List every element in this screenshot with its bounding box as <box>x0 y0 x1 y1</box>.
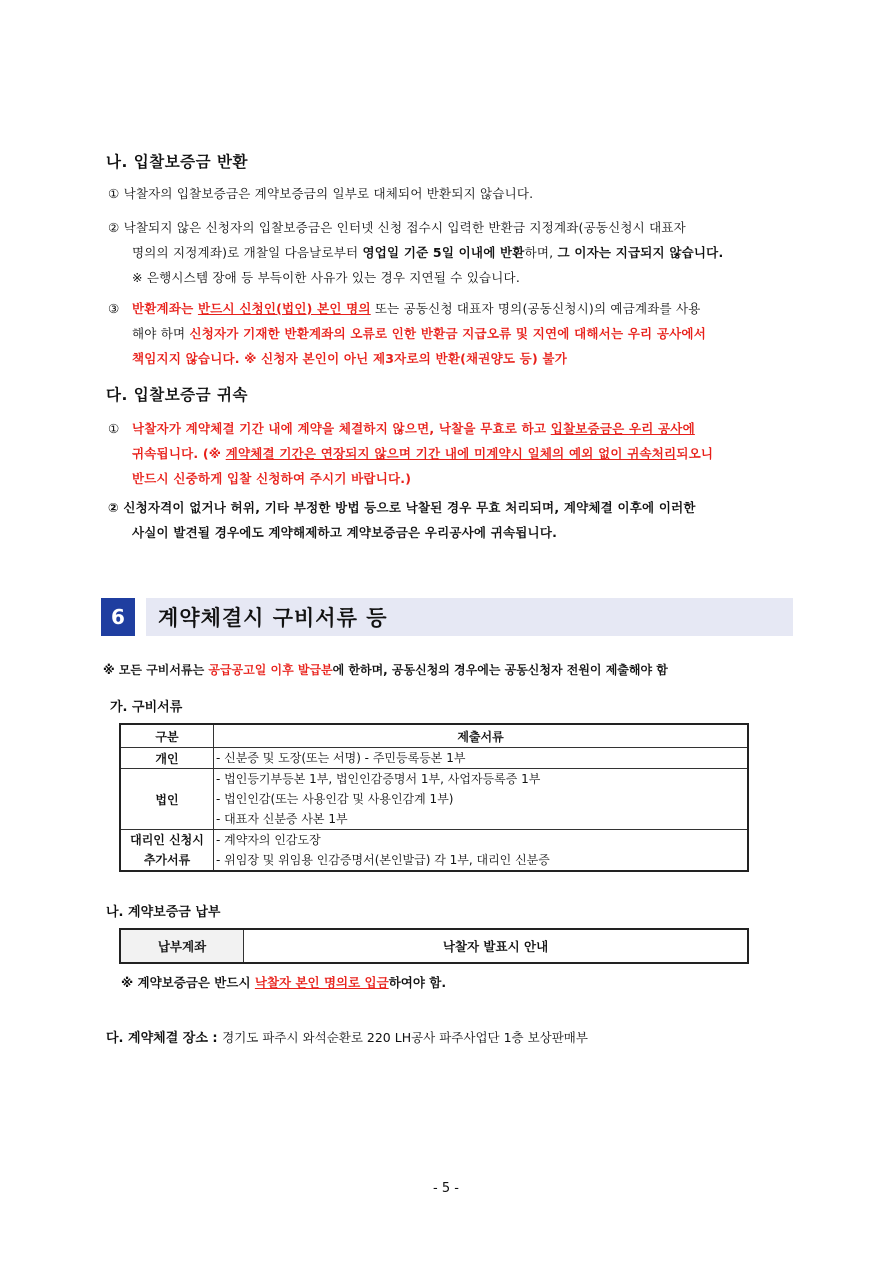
text-span: 귀속됩니다. (※ <box>132 446 226 461</box>
documents-note <box>103 661 668 678</box>
refund-item-1: ① 낙찰자의 입찰보증금은 계약보증금의 일부로 대체되어 반환되지 않습니다. <box>108 186 534 201</box>
section-title: 계약체결시 구비서류 등 <box>158 606 388 630</box>
document-line: - 위임장 및 위임용 인감증명서(본인발급) 각 1부, 대리인 신분증 <box>216 853 550 867</box>
forfeit-item-2 <box>108 495 800 545</box>
emphasis-span: 입찰보증금은 우리 공사에 <box>550 421 695 436</box>
section-number-badge: 6 <box>101 598 135 636</box>
emphasis-span: 낙찰자가 계약체결 기간 내에 계약을 체결하지 않으면, 낙찰을 무효로 하고 <box>132 421 551 436</box>
table-cell-documents <box>214 748 749 769</box>
table-cell-documents <box>214 830 749 872</box>
payment-account-value: 낙찰자 발표시 안내 <box>244 929 749 963</box>
forfeit-item-2-line2: 사실이 발견될 경우에도 계약해제하고 계약보증금은 우리공사에 귀속됩니다. <box>132 525 558 540</box>
forfeit-item-1 <box>108 416 800 491</box>
table-row <box>120 929 748 963</box>
text-span: 하여야 함. <box>388 975 447 990</box>
heading-bid-deposit-refund: 나. 입찰보증금 반환 <box>106 153 248 171</box>
table-cell-category: 개인 <box>120 748 214 769</box>
forfeit-item-2-line1: ② 신청자격이 없거나 허위, 기타 부정한 방법 등으로 낙찰된 경우 무효 처리되며, 계약체결 이후에 이러한 <box>108 500 696 515</box>
heading-bid-deposit-forfeiture: 다. 입찰보증금 귀속 <box>106 386 248 404</box>
category-line: 추가서류 <box>143 853 191 867</box>
table-row <box>120 769 748 830</box>
forfeit-item-1-line1 <box>108 416 800 441</box>
table-header: 구분 <box>120 724 214 748</box>
refund-item-3-line3: 책임지지 않습니다. ※ 신청자 본인이 아닌 제3자로의 반환(채권양도 등) 불가 <box>132 351 567 366</box>
document-line: - 계약자의 인감도장 <box>216 833 321 847</box>
document-line: - 법인등기부등본 1부, 법인인감증명서 1부, 사업자등록증 1부 <box>216 772 541 786</box>
document-line: - 대표자 신분증 사본 1부 <box>216 812 348 826</box>
emphasis-span: 신청자가 기재한 반환계좌의 오류로 인한 반환금 지급오류 및 지연에 대해서는 우리 공사에서 <box>189 326 706 341</box>
required-documents-table <box>119 723 749 872</box>
payment-account-label: 납부계좌 <box>120 929 244 963</box>
emphasis-span: 공급공고일 이후 발급분 <box>208 663 333 677</box>
payment-note <box>121 973 446 991</box>
table-header: 제출서류 <box>214 724 749 748</box>
text-span: 해야 하며 <box>132 326 190 341</box>
document-line: - 법인인감(또는 사용인감 및 사용인감계 1부) <box>216 792 454 806</box>
page-number: - 5 - <box>433 1181 459 1196</box>
text-span: 되오니 <box>676 446 714 461</box>
table-cell-category <box>120 830 214 872</box>
refund-item-3-line2 <box>108 321 800 346</box>
table-cell-documents <box>214 769 749 830</box>
payment-account-table <box>119 928 749 964</box>
contract-location-label: 다. 계약체결 장소 : <box>106 1031 223 1046</box>
emphasis-span: 낙찰자 본인 명의로 입금 <box>254 975 389 990</box>
table-row <box>120 748 748 769</box>
forfeit-item-1-line3: 반드시 신중하게 입찰 신청하여 주시기 바랍니다.) <box>132 471 412 486</box>
text-span: 하며, <box>524 245 558 260</box>
table-row <box>120 830 748 872</box>
emphasis-span: 영업일 기준 5일 이내에 반환 <box>362 245 525 260</box>
forfeit-item-1-line2 <box>108 441 800 466</box>
category-line: 대리인 신청시 <box>130 833 204 847</box>
text-span: ※ 모든 구비서류는 <box>103 663 209 677</box>
refund-item-3 <box>108 296 800 371</box>
refund-item-2-line2 <box>108 240 800 265</box>
document-line: - 신분증 및 도장(또는 서명) - 주민등록등본 1부 <box>216 751 466 765</box>
item-number: ① <box>108 421 120 436</box>
heading-required-documents: 가. 구비서류 <box>110 700 183 715</box>
table-cell-category: 법인 <box>120 769 214 830</box>
refund-item-2-note: ※ 은행시스템 장애 등 부득이한 사유가 있는 경우 지연될 수 있습니다. <box>132 270 521 285</box>
refund-item-2-line1: ② 낙찰되지 않은 신청자의 입찰보증금은 인터넷 신청 접수시 입력한 반환금 지정계좌(공동신청시 대표자 <box>108 220 686 235</box>
text-span: 에 한하며, 공동신청의 경우에는 공동신청자 전원이 제출해야 함 <box>332 663 668 677</box>
item-number: ③ <box>108 301 120 316</box>
refund-item-3-line1 <box>108 296 800 321</box>
text-span: 또는 공동신청 대표자 명의(공동신청시)의 예금계좌를 사용 <box>370 301 701 316</box>
text-span: ※ 계약보증금은 반드시 <box>121 975 255 990</box>
emphasis-span: 계약체결 기간은 연장되지 않으며 기간 내에 미계약시 일체의 예외 없이 귀속처리 <box>225 446 677 461</box>
contract-location <box>106 1027 588 1046</box>
emphasis-span: 반드시 신청인(법인) 본인 명의 <box>197 301 371 316</box>
heading-contract-deposit: 나. 계약보증금 납부 <box>106 905 221 920</box>
emphasis-span: 반환계좌는 <box>132 301 198 316</box>
refund-item-2 <box>108 215 800 290</box>
contract-location-value: 경기도 파주시 와석순환로 220 LH공사 파주사업단 1층 보상판매부 <box>222 1030 588 1045</box>
emphasis-span: 그 이자는 지급되지 않습니다. <box>557 245 724 260</box>
text-span: 명의의 지정계좌)로 개찰일 다음날로부터 <box>132 245 363 260</box>
table-header-row <box>120 724 748 748</box>
